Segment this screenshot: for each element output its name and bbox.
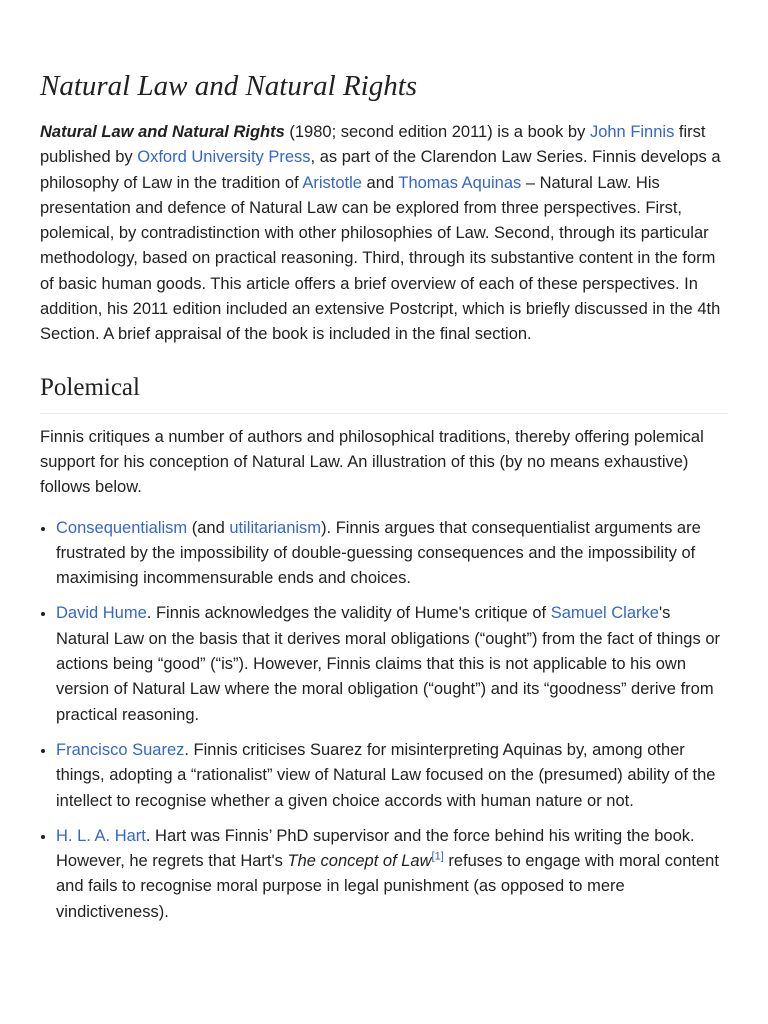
reference-link-1[interactable]: [1] bbox=[431, 850, 444, 863]
polemical-lead-paragraph: Finnis critiques a number of authors and philosophical traditions, thereby offering polemical support for his conception of Natural Law. An illustration of this (by no means exhaustive) follows below. bbox=[40, 427, 704, 497]
list-item-david-hume: • David Hume. Finnis acknowledges the validity of Hume's critique of Samuel Clarke's Natural Law on the basis that it derives moral obligations (“ought”) from the fact of things or actions being “good” (“is”). However, Finnis claims that this is not applicable to his own version of Natural Law where the moral obligation (“ought”) and its “goodness” derive from practical reasoning. bbox=[56, 601, 728, 727]
intro-text-1: (1980; second edition 2011) is a book by bbox=[284, 123, 590, 141]
link-consequentialism[interactable]: Consequentialism bbox=[56, 518, 188, 537]
intro-text-2: first published by bbox=[40, 123, 706, 167]
intro-text-4: and bbox=[361, 173, 399, 192]
list-item-hla-hart: • H. L. A. Hart. Hart was Finnis’ PhD supervisor and the force behind his writing the book. However, he regrets that Hart's The concept of Law[1] refuses to engage with moral content and fails to recognise moral purpose in legal punishment (as opposed to mere vindictiveness). bbox=[56, 824, 728, 925]
link-john-finnis[interactable]: John Finnis bbox=[589, 123, 675, 141]
link-francisco-suarez[interactable]: Francisco Suarez bbox=[56, 740, 185, 759]
list-item-francisco-suarez: • Francisco Suarez. Finnis criticises Suarez for misinterpreting Aquinas by, among other things, adopting a “rationalist” view of Natural Law focused on the (presumed) ability of the intellect to recognise whether a given choice accords with human nature or not. bbox=[56, 738, 728, 814]
link-oxford-university-press[interactable]: Oxford University Press bbox=[137, 148, 311, 167]
link-utilitarianism[interactable]: utilitarianism bbox=[229, 518, 322, 537]
book-title-bold: Natural Law and Natural Rights bbox=[40, 123, 285, 141]
book-title-concept-of-law: The concept of Law bbox=[287, 852, 432, 871]
link-samuel-clarke[interactable]: Samuel Clarke bbox=[550, 604, 659, 623]
section-heading-polemical: Polemical bbox=[40, 372, 728, 414]
intro-text-3: , as part of the Clarendon Law Series. Finnis develops a philosophy of Law in the tradition of bbox=[40, 148, 721, 192]
link-aristotle[interactable]: Aristotle bbox=[302, 173, 362, 192]
link-thomas-aquinas[interactable]: Thomas Aquinas bbox=[398, 173, 522, 192]
intro-paragraph bbox=[40, 120, 728, 348]
intro-text-5: – Natural Law. His presentation and defence of Natural Law can be explored from three perspectives. First, polemical, by contradistinction with other philosophies of Law. Second, through its particular methodology, based on practical reasoning. Third, through its substantive content in the form of basic human goods. This article offers a brief overview of each of these perspectives. In addition, his 2011 edition included an extensive Postcript, which is briefly discussed in the 4th Section. A brief appraisal of the book is included in the final section. bbox=[40, 173, 721, 344]
link-david-hume[interactable]: David Hume bbox=[56, 604, 147, 623]
page-title: Natural Law and Natural Rights bbox=[40, 70, 418, 102]
polemical-list bbox=[40, 516, 728, 925]
link-hla-hart[interactable]: H. L. A. Hart bbox=[56, 826, 146, 845]
list-item-consequentialism: • Consequentialism (and utilitarianism). Finnis argues that consequentialist arguments are frustrated by the impossibility of double-guessing consequences and the impossibility of maximising incommensurable ends and choices. bbox=[56, 516, 728, 592]
